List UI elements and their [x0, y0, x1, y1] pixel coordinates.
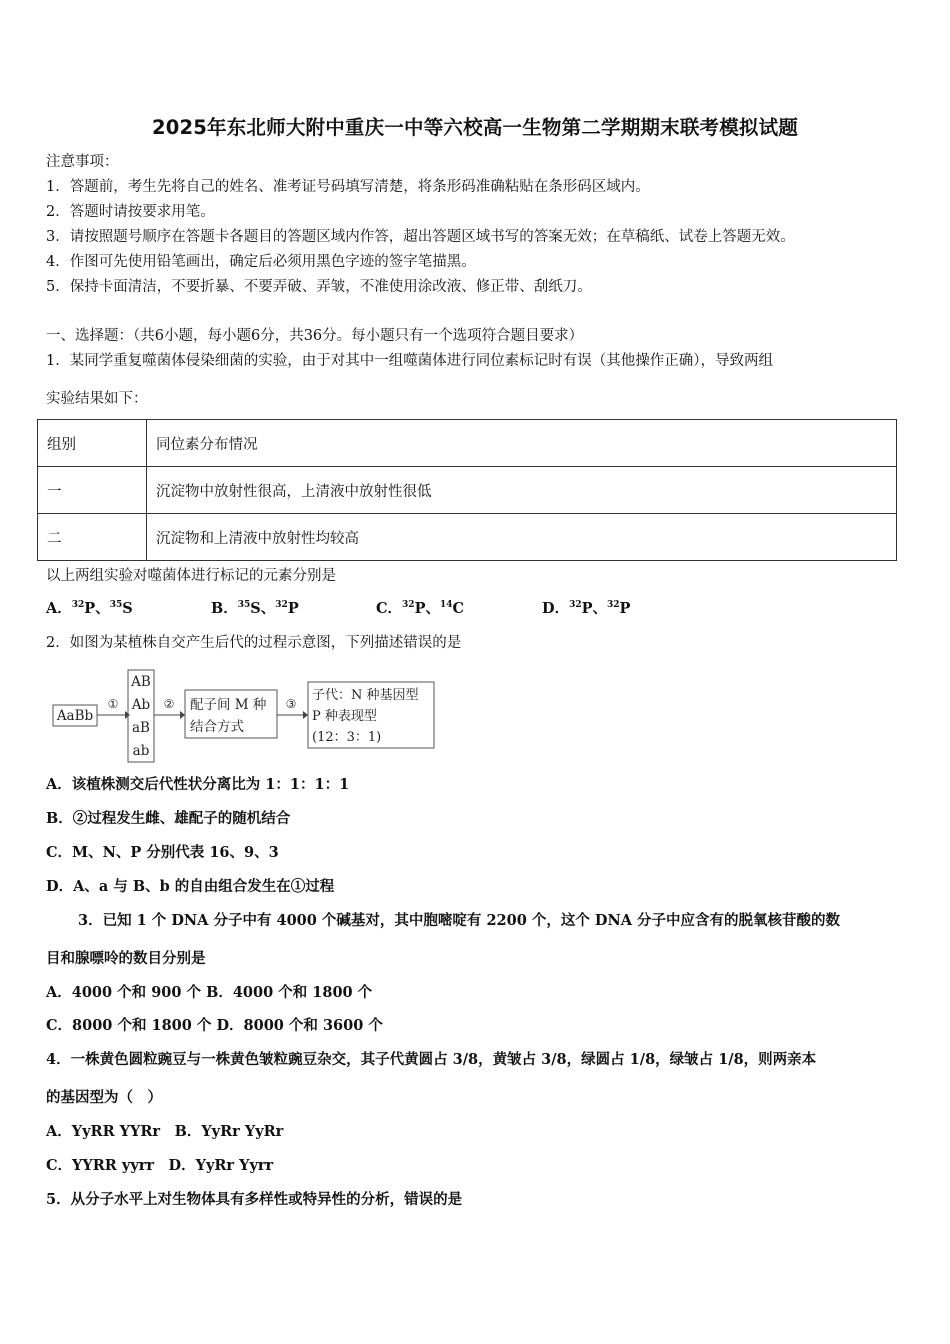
q3-stem-line1: 3．已知 1 个 DNA 分子中有 4000 个碱基对，其中胞嘧啶有 2200 个，这个 DNA 分子中应含有的脱氧核苷酸的数 — [78, 912, 841, 929]
offspring-line-1: 子代：N 种基因型 — [312, 688, 419, 703]
q1-option-b: B．$^{35}$S、$^{32}$P — [211, 600, 299, 617]
arrow-3-head — [303, 711, 308, 719]
q2-process-diagram — [52, 668, 442, 764]
table-cell: 沉淀物和上清液中放射性均较高 — [147, 514, 897, 561]
notice-item-2: 2．答题时请按要求用笔。 — [46, 204, 215, 220]
table-header-row — [38, 420, 897, 467]
q2-option-c: C．M、N、P 分别代表 16、9、3 — [46, 844, 279, 861]
gamete-label: AB — [131, 674, 151, 690]
section-heading: 一、选择题：（共6小题，每小题6分，共36分。每小题只有一个选项符合题目要求） — [46, 328, 584, 344]
notice-item-5: 5．保持卡面清洁，不要折暴、不要弄破、弄皱，不准使用涂改液、修正带、刮纸刀。 — [46, 279, 592, 295]
table-header-cell: 组别 — [38, 420, 147, 467]
table-cell: 二 — [38, 514, 147, 561]
q1-stem-line1: 1．某同学重复噬菌体侵染细菌的实验，由于对其中一组噬菌体进行同位素标记时有误（其他操作正确），导致两组 — [46, 353, 773, 369]
q2-option-d: D．A、a 与 B、b 的自由组合发生在①过程 — [46, 878, 335, 895]
step-2-label: ② — [163, 697, 175, 711]
q1-option-a: A．$^{32}$P、$^{35}$S — [46, 600, 133, 617]
q2-option-a: A．该植株测交后代性状分离比为 1：1：1：1 — [46, 776, 350, 793]
step-1-label: ① — [107, 697, 119, 711]
notice-item-4: 4．作图可先使用铅笔画出，确定后必须用黑色字迹的签字笔描黑。 — [46, 254, 476, 270]
offspring-line-3: (12：3：1) — [312, 730, 382, 745]
q3-stem-line2: 目和腺嘌呤的数目分别是 — [46, 950, 206, 967]
q4-option-ab: A．YyRR YYRr B．YyRr YyRr — [46, 1123, 284, 1140]
q4-stem-line2: 的基因型为（ ） — [46, 1089, 162, 1106]
q3-option-ab: A．4000 个和 900 个 B．4000 个和 1800 个 — [46, 984, 373, 1001]
combination-line-1: 配子间 M 种 — [190, 697, 267, 713]
gamete-label: ab — [132, 743, 150, 759]
q1-question: 以上两组实验对噬菌体进行标记的元素分别是 — [46, 568, 336, 584]
q4-stem-line1: 4．一株黄色圆粒豌豆与一株黄色皱粒豌豆杂交，其子代黄圆占 3/8，黄皱占 3/8，绿圆占 1/8，绿皱占 1/8，则两亲本 — [46, 1051, 817, 1068]
table-row — [38, 467, 897, 514]
notice-item-3: 3．请按照题号顺序在答题卡各题目的答题区域内作答，超出答题区域书写的答案无效；在草稿纸、试卷上答题无效。 — [46, 229, 795, 245]
gamete-label: aB — [132, 720, 150, 736]
gamete-label: Ab — [131, 697, 151, 713]
q4-option-cd: C．YYRR yyrr D．YyRr Yyrr — [46, 1157, 274, 1174]
q1-stem-line2: 实验结果如下： — [46, 391, 148, 407]
table-header-cell: 同位素分布情况 — [147, 420, 897, 467]
q3-option-cd: C．8000 个和 1800 个 D．8000 个和 3600 个 — [46, 1017, 383, 1034]
q2-stem: 2．如图为某植株自交产生后代的过程示意图，下列描述错误的是 — [46, 635, 462, 651]
q2-option-b: B．②过程发生雌、雄配子的随机结合 — [46, 810, 291, 827]
arrow-2-head — [180, 711, 185, 719]
q1-option-c: C．$^{32}$P、$^{14}$C — [376, 600, 465, 617]
step-3-label: ③ — [285, 697, 297, 711]
table-cell: 一 — [38, 467, 147, 514]
offspring-line-2: P 种表现型 — [312, 709, 377, 724]
notice-heading: 注意事项： — [46, 154, 119, 170]
page-title: 2025年东北师大附中重庆一中等六校高一生物第二学期期末联考模拟试题 — [151, 116, 799, 139]
q1-results-table — [37, 419, 897, 561]
combination-line-2: 结合方式 — [190, 719, 244, 735]
q1-option-d: D．$^{32}$P、$^{32}$P — [542, 600, 631, 617]
table-row — [38, 514, 897, 561]
q5-stem: 5．从分子水平上对生物体具有多样性或特异性的分析，错误的是 — [46, 1191, 463, 1208]
table-cell: 沉淀物中放射性很高，上清液中放射性很低 — [147, 467, 897, 514]
parent-genotype: AaBb — [56, 708, 94, 724]
notice-item-1: 1．答题前，考生先将自己的姓名、准考证号码填写清楚，将条形码准确粘贴在条形码区域内。 — [46, 179, 650, 195]
